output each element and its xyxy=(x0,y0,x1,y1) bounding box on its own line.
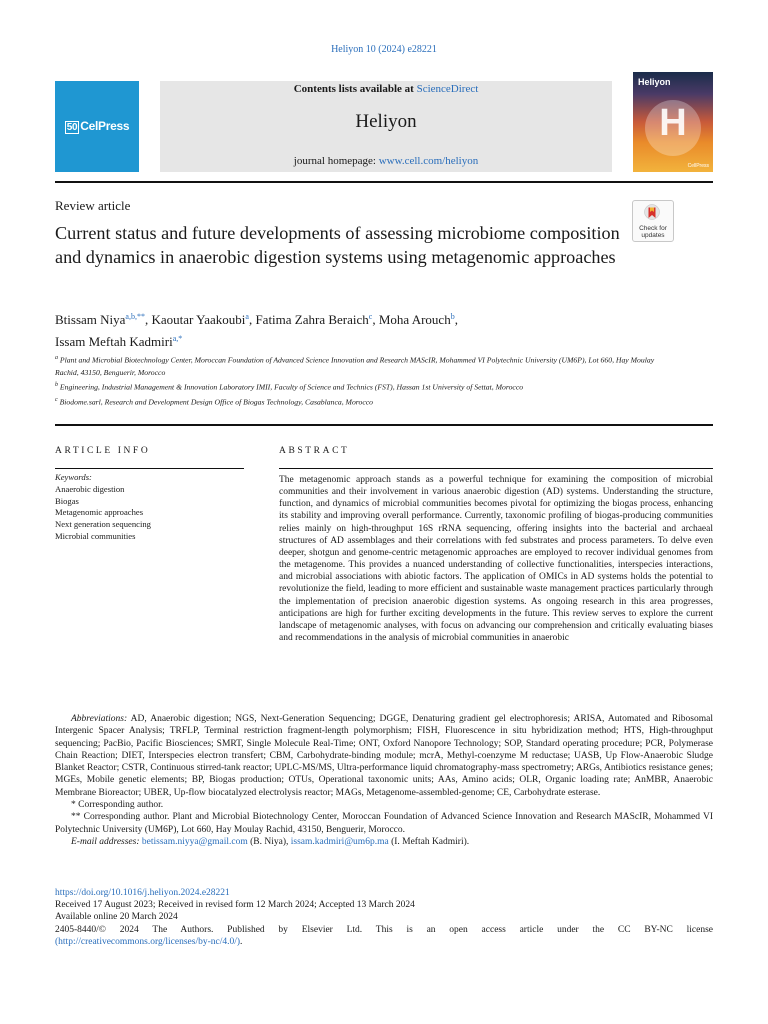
email-label: E-mail addresses: xyxy=(71,836,140,847)
footnotes xyxy=(55,713,713,848)
affiliation-marker: c xyxy=(55,396,58,403)
article-info-rule xyxy=(55,468,244,469)
abbreviations-label: Abbreviations: xyxy=(71,714,128,724)
check-label-line1: Check for xyxy=(639,225,667,232)
cellpress-logo[interactable] xyxy=(55,81,139,172)
article-type: Review article xyxy=(55,198,131,213)
affiliation-text: Plant and Microbial Biotechnology Center, Moroccan Foundation of Advanced Science Innovation and Research MAScIR, Mohammed VI Polytechnic University (UM6P), Lot 660, Hay Moulay Rachid, 43150, Benguerir, Morocco xyxy=(55,355,655,377)
homepage-prefix: journal homepage: xyxy=(293,155,376,167)
author-name[interactable]: Fatima Zahra Beraich xyxy=(255,312,369,327)
author-separator: , xyxy=(144,312,152,327)
check-label-line2: updates xyxy=(641,232,665,239)
note-indent xyxy=(55,800,71,810)
cover-title: Heliyon xyxy=(638,77,671,87)
bookmark-icon xyxy=(644,204,660,224)
homepage-line xyxy=(160,155,612,167)
affiliation-marker: a xyxy=(55,355,58,361)
journal-name: Heliyon xyxy=(355,111,417,132)
keywords-label: Keywords: xyxy=(55,472,92,482)
keywords-block xyxy=(55,472,245,543)
received-dates: Received 17 August 2023; Received in revised form 12 March 2024; Accepted 13 March 2024 xyxy=(55,900,415,911)
license-end: . xyxy=(240,936,243,947)
email-link[interactable]: issam.kadmiri@um6p.ma xyxy=(290,836,389,847)
keyword-item: Microbial communities xyxy=(55,530,136,541)
email-owner: (I. Meftah Kadmiri). xyxy=(391,836,470,847)
affiliation-text: Biodome.sarl, Research and Development Design Office of Biogas Technology, Casablanca, Morocco xyxy=(59,397,374,407)
note-indent xyxy=(55,837,71,847)
author-separator: , xyxy=(248,312,256,327)
logo-name: CelPress xyxy=(80,119,130,133)
author-name[interactable]: Btissam Niya xyxy=(55,312,126,327)
check-for-updates-button[interactable] xyxy=(632,200,674,242)
abbreviations-text: AD, Anaerobic digestion; NGS, Next-Generation Sequencing; DGGE, Denaturing gradient gel electrophoresis; ARISA, Automated and Ribosomal Intergenic Spacer Analysis; TRFLP, Terminal restriction fragment-length polymorphism; FISH, Fluorescence in situ hybridization method; HTS, High-throughput sequencing; PacBio, Pacific Biosciences; SMRT, Single Molecule Real-Time; ONT, Oxford Nanopore Technology; SOP, Standard operating procedure; PCR, Polymerase Chain Reaction; DIET, Interspecies electron transfert; CBM, Carbohydrate-binding module; mcrA, Methyl-coenzyme M reductase; UASB, Up Flow-Anaerobic Sludge Blanket Reactor; CSTR, Continuous stirred-tank reactor; UPLC-MS/MS, Ultra-performance liquid chromatography-mass spectrometry; ARGs, Antibiotics resistance genes; MGEs, Mobile genetic elements; BP, Biogas production; OTUs, Operational taxonomic units; AAs, Amino acids; OLR, Organic loading rate; AnMBR, Anaerobic Membrane Bioreactor; UBER, Up-flow biocatalyzed electrolysis reactor; MAGs, Metagenome-assembled-genome; CE, Carbohydrate esterase. xyxy=(55,714,713,798)
author-name[interactable]: Moha Arouch xyxy=(378,312,451,327)
cover-footer: CellPress xyxy=(687,163,709,169)
publication-info xyxy=(55,887,713,948)
logo-badge: 50 xyxy=(66,122,78,133)
author-superscript[interactable]: b xyxy=(450,312,455,321)
journal-masthead xyxy=(160,81,612,172)
author-superscript[interactable]: c xyxy=(368,312,373,321)
abstract-heading: ABSTRACT xyxy=(279,446,350,456)
author-superscript[interactable]: a,* xyxy=(172,334,183,343)
author-superscript[interactable]: a xyxy=(245,312,249,321)
logo-text xyxy=(61,119,133,134)
author-name[interactable]: Issam Meftah Kadmiri xyxy=(55,334,173,349)
author-superscript[interactable]: a,b,** xyxy=(125,312,145,321)
keyword-item: Metagenomic approaches xyxy=(55,507,144,518)
doi-link[interactable]: https://doi.org/10.1016/j.heliyon.2024.e28221 xyxy=(55,888,230,898)
article-title: Current status and future developments of assessing microbiome composition and dynamics in anaerobic digestion systems using metagenomic approaches xyxy=(55,223,620,267)
homepage-link[interactable]: www.cell.com/heliyon xyxy=(378,155,479,167)
journal-cover-image[interactable] xyxy=(633,72,713,172)
license-link-line xyxy=(55,936,713,948)
author-list xyxy=(55,307,675,351)
email-owner: (B. Niya), xyxy=(250,836,289,847)
abbreviations-indent xyxy=(55,714,71,724)
author-separator: , xyxy=(454,312,458,327)
available-online-date: Available online 20 March 2024 xyxy=(55,912,178,923)
abbreviations-note xyxy=(55,713,713,799)
author-separator: , xyxy=(372,312,379,327)
abstract-text: The metagenomic approach stands as a powerful technique for examining the composition of microbial communities and their involvement in various anaerobic digestion (AD) systems. Understanding the structure, function, and dynamics of microbial communities becomes pivotal for optimizing the biogas process, enhancing its stability and improving overall performance. Currently, taxonomic profiling of biogas-producing communities relies mainly on high-throughput 16S rRNA sequencing, offering insights into the bacterial and archaeal structures of AD assemblages and their correlations with fed substrates and process parameters. To delve even deeper, shotgun and genome-centric metagenomic approaches are employed to recover individual genomes from the metagenome. This provides a nuanced understanding of collective functionalities, interspecies interactions, and microbial associations with abiotic factors. The application of OMICs in AD systems holds the potential to revolutionize the field, leading to more efficient and sustainable waste management practices particularly through the implementation of precision anaerobic digestion systems. As ongoing research in this area progresses, anticipations are high for further exciting developments in the future. This review serves to explore the current landscape of metagenomic analyses, with focus on advancing our comprehension and critically evaluating biases and recommendations in the analysis of microbial communities in anaerobic xyxy=(279,475,713,644)
header-divider xyxy=(55,181,713,183)
affiliation-text: Engineering, Industrial Management & Innovation Laboratory IMII, Faculty of Science and Technics (FST), Hassan 1st University of Settat, Morocco xyxy=(59,382,524,392)
corresponding-author-detail-text: ** Corresponding author. Plant and Microbial Biotechnology Center, Moroccan Foundation of Advanced Science Innovation and Research MAScIR, Mohammed VI Polytechnic University (UM6P), Lot 660, Hay Moulay Rachid, 43150, Benguerir, Morocco. xyxy=(55,812,713,835)
keyword-item: Biogas xyxy=(55,495,79,506)
cover-letter: H xyxy=(659,102,687,144)
affiliation-list xyxy=(55,352,655,409)
corresponding-author-detail-note xyxy=(55,811,713,836)
contents-prefix: Contents lists available at xyxy=(293,83,414,95)
affiliation-item xyxy=(55,352,655,379)
journal-reference[interactable]: Heliyon 10 (2024) e28221 xyxy=(331,44,437,55)
affiliation-marker: b xyxy=(55,381,58,388)
note-indent xyxy=(55,812,71,822)
keyword-item: Anaerobic digestion xyxy=(55,483,125,494)
license-text: 2405-8440/© 2024 The Authors. Published by Elsevier Ltd. This is an open access article under the CC BY-NC license xyxy=(55,924,713,935)
check-for-updates-label xyxy=(633,225,673,239)
sciencedirect-link[interactable]: ScienceDirect xyxy=(416,83,479,95)
affiliation-item xyxy=(55,394,655,409)
corresponding-author-note xyxy=(55,799,713,811)
corresponding-author-text: * Corresponding author. xyxy=(71,800,164,811)
email-note xyxy=(55,836,713,848)
email-link[interactable]: betissam.niyya@gmail.com xyxy=(141,836,248,847)
contents-line xyxy=(160,83,612,95)
article-info-heading: ARTICLE INFO xyxy=(55,446,151,456)
affiliation-divider xyxy=(55,424,713,426)
affiliation-item xyxy=(55,379,655,394)
abstract-rule xyxy=(279,468,713,469)
keyword-item: Next generation sequencing xyxy=(55,519,151,530)
license-link[interactable]: (http://creativecommons.org/licenses/by-nc/4.0/) xyxy=(55,936,241,947)
author-name[interactable]: Kaoutar Yaakoubi xyxy=(151,312,246,327)
